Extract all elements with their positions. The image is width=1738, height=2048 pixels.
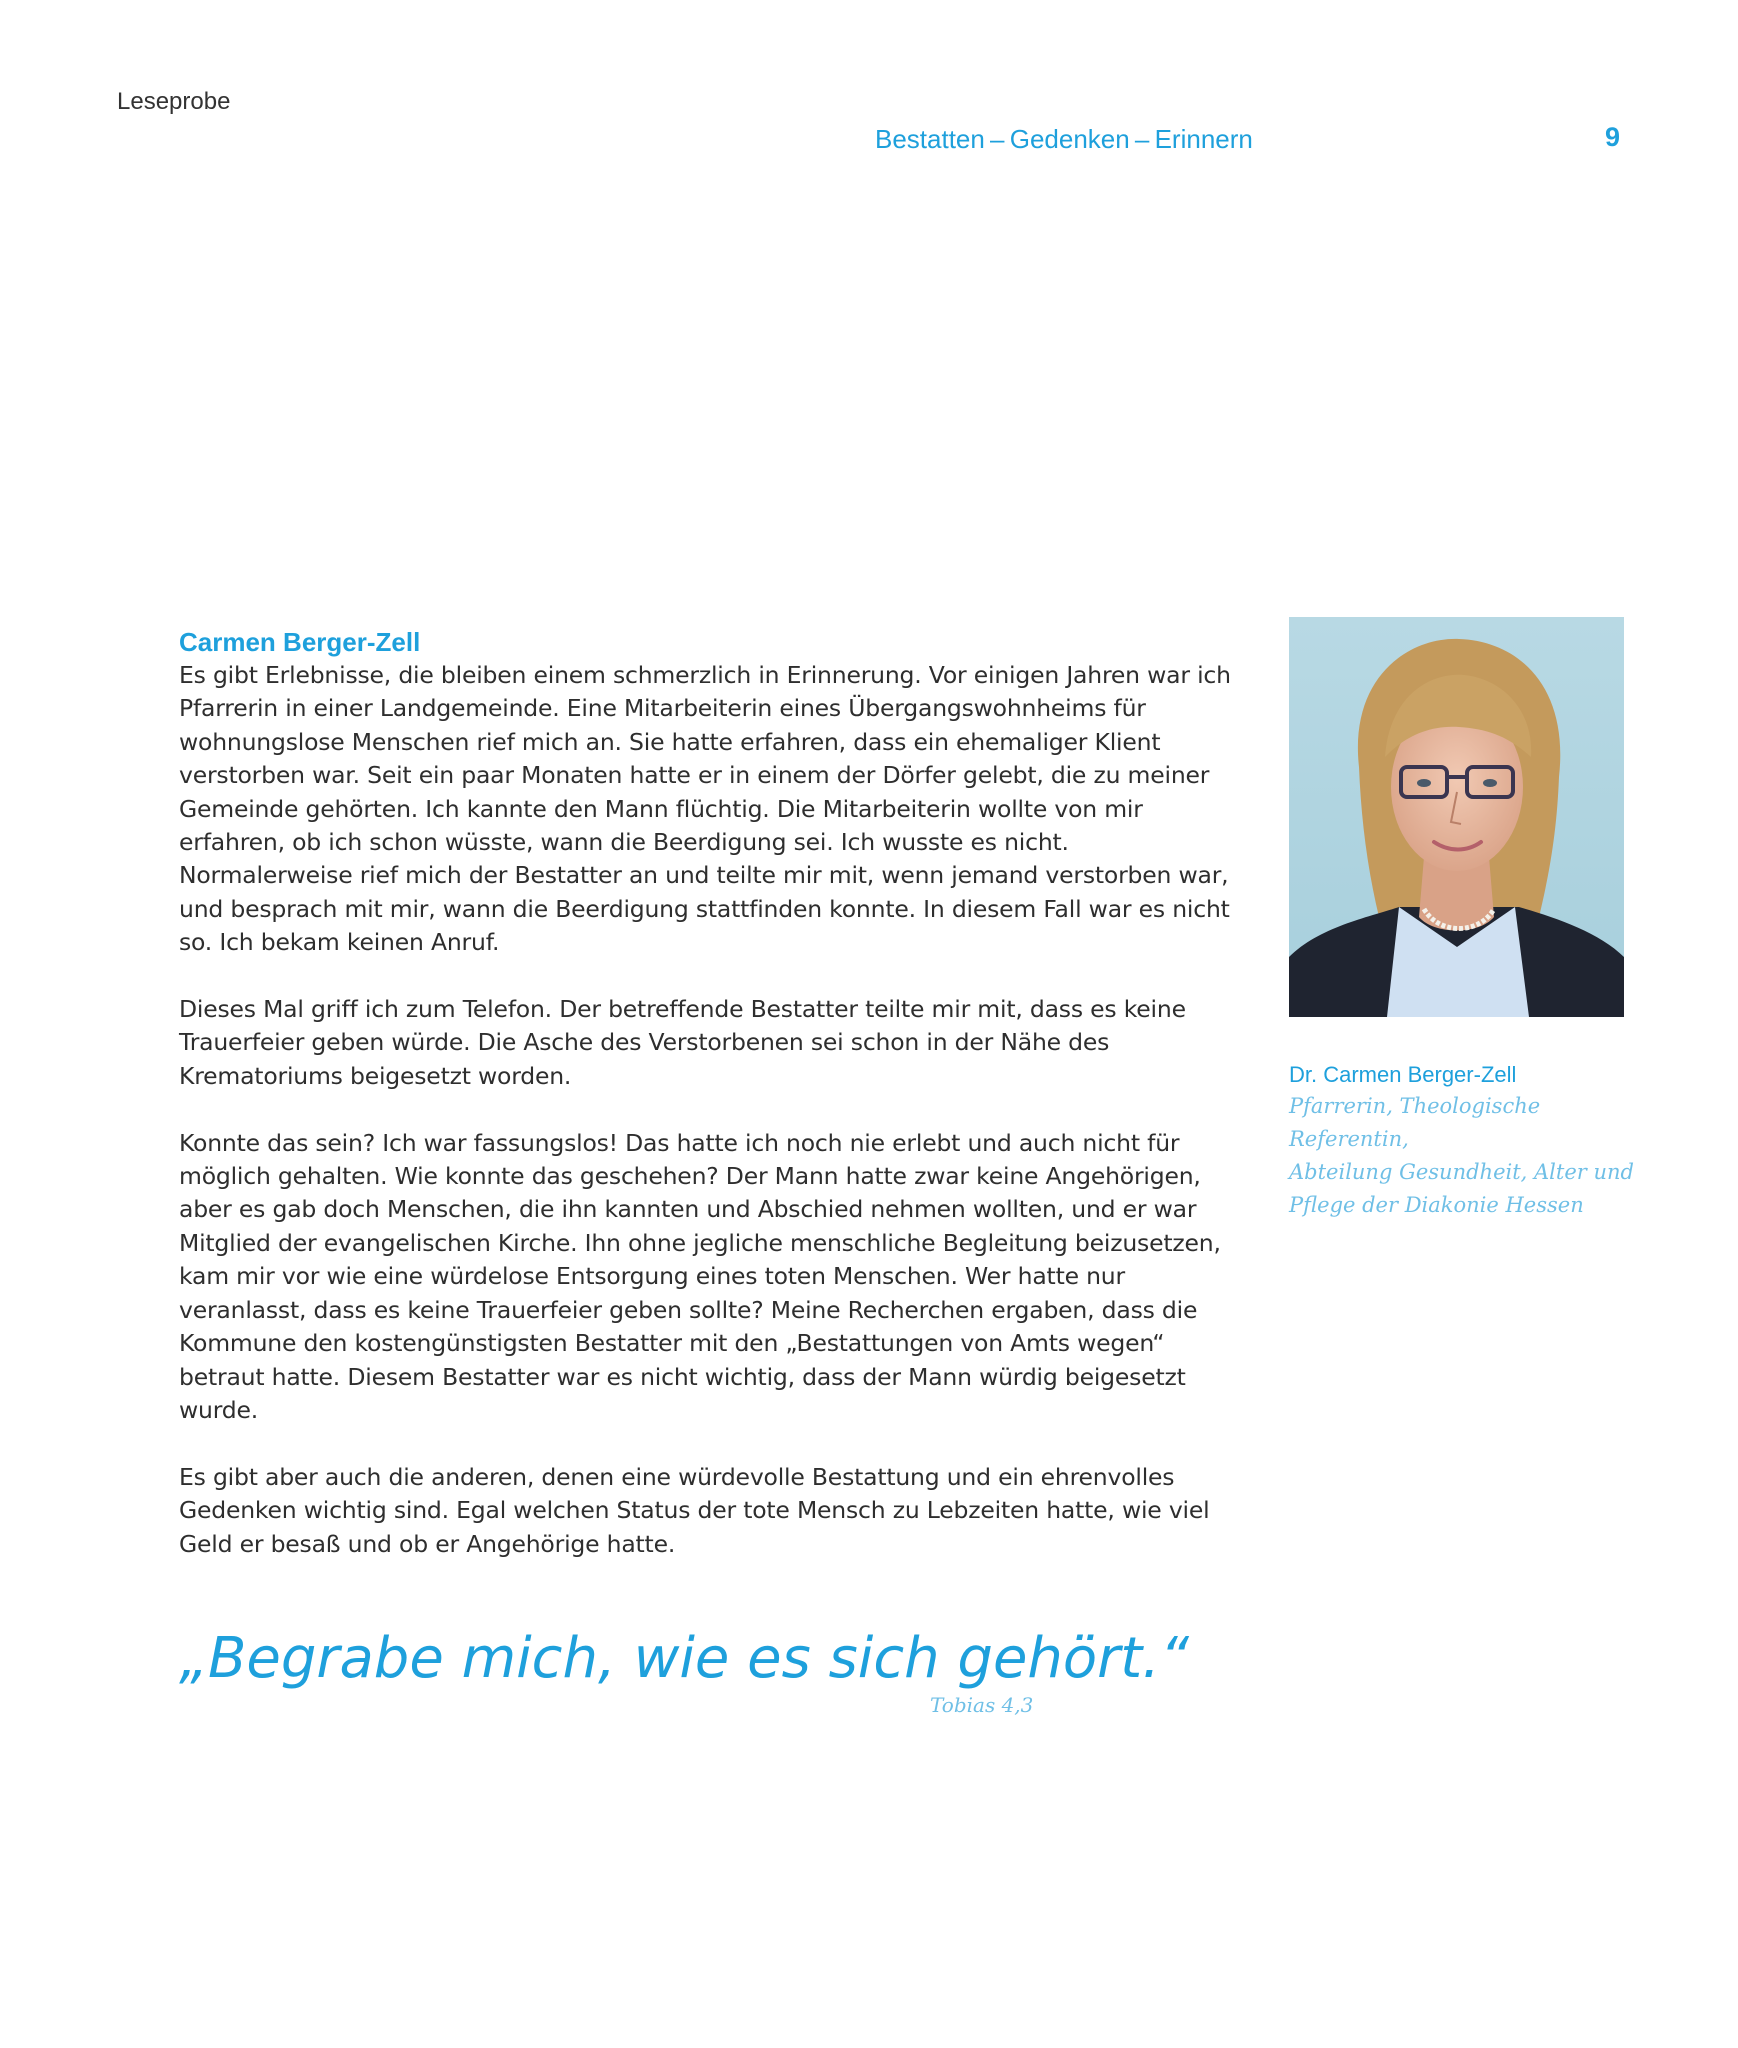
paragraph-4: Es gibt aber auch die anderen, denen eine würdevolle Bestattung und ein ehrenvolles Gedenken wichtig sind. Egal welchen Status der tote Mensch zu Lebzeiten hatte, wie viel Geld er besaß und ob er Angehörige hatte. [179, 1462, 1210, 1558]
running-title: Bestatten – Gedenken – Erinnern [875, 124, 1253, 154]
leseprobe-label: Leseprobe [117, 88, 231, 115]
caption-role-line-3: Pflege der Diakonie Hessen [1289, 1193, 1584, 1217]
author-heading: Carmen Berger-Zell [179, 627, 421, 657]
portrait-caption [1289, 1060, 1649, 1222]
bible-quote: „Begrabe mich, wie es sich gehört.“ [179, 1626, 1189, 1691]
paragraph-3: Konnte das sein? Ich war fassungslos! Das hatte ich noch nie erlebt und auch nicht für möglich gehalten. Wie konnte das geschehen? Der Mann hatte zwar keine Angehörigen, aber es gab doch Menschen, die ihn kannten und Abschied nehmen wollten, und er war Mitglied der evangelischen Kirche. Ihn ohne jegliche menschliche Begleitung beizusetzen, kam mir vor wie eine würdelose Entsorgung eines toten Menschen. Wer hatte nur veranlasst, dass es keine Trauerfeier geben sollte? Meine Recherchen ergaben, dass die Kommune den kostengünstigsten Bestatter mit den „Bestattungen von Amts wegen“ betraut hatte. Diesem Bestatter war es nicht wichtig, dass der Mann würdig beigesetzt wurde. [179, 1128, 1221, 1424]
page-number: 9 [1605, 122, 1621, 152]
paragraph-1: Es gibt Erlebnisse, die bleiben einem schmerzlich in Erinnerung. Vor einigen Jahren war ich Pfarrerin in einer Landgemeinde. Eine Mitarbeiterin eines Übergangswohnheims für wohnungslose Menschen rief mich an. Sie hatte erfahren, dass ein ehemaliger Klient verstorben war. Seit ein paar Monaten hatte er in einem der Dörfer gelebt, die zu meiner Gemeinde gehörten. Ich kannte den Mann flüchtig. Die Mitarbeiterin wollte von mir erfahren, ob ich schon wüsste, wann die Beerdigung sei. Ich wusste es nicht. Normalerweise rief mich der Bestatter an und teilte mir mit, wenn jemand verstorben war, und besprach mit mir, wann die Beerdigung stattfinden konnte. In diesem Fall war es nicht so. Ich bekam keinen Anruf. [179, 661, 1231, 957]
article [179, 626, 1249, 1594]
author-portrait [1289, 617, 1624, 1017]
caption-name: Dr. Carmen Berger-Zell [1289, 1062, 1517, 1087]
caption-role-line-2: Abteilung Gesundheit, Alter und [1289, 1160, 1634, 1184]
portrait-illustration [1289, 617, 1624, 1017]
caption-role-line-1: Pfarrerin, Theologische Referentin, [1289, 1094, 1541, 1151]
paragraph-2: Dieses Mal griff ich zum Telefon. Der betreffende Bestatter teilte mir mit, dass es keine Trauerfeier geben würde. Die Asche des Verstorbenen sei schon in der Nähe des Krematoriums beigesetzt worden. [179, 995, 1186, 1090]
quote-source: Tobias 4,3 [930, 1693, 1034, 1717]
